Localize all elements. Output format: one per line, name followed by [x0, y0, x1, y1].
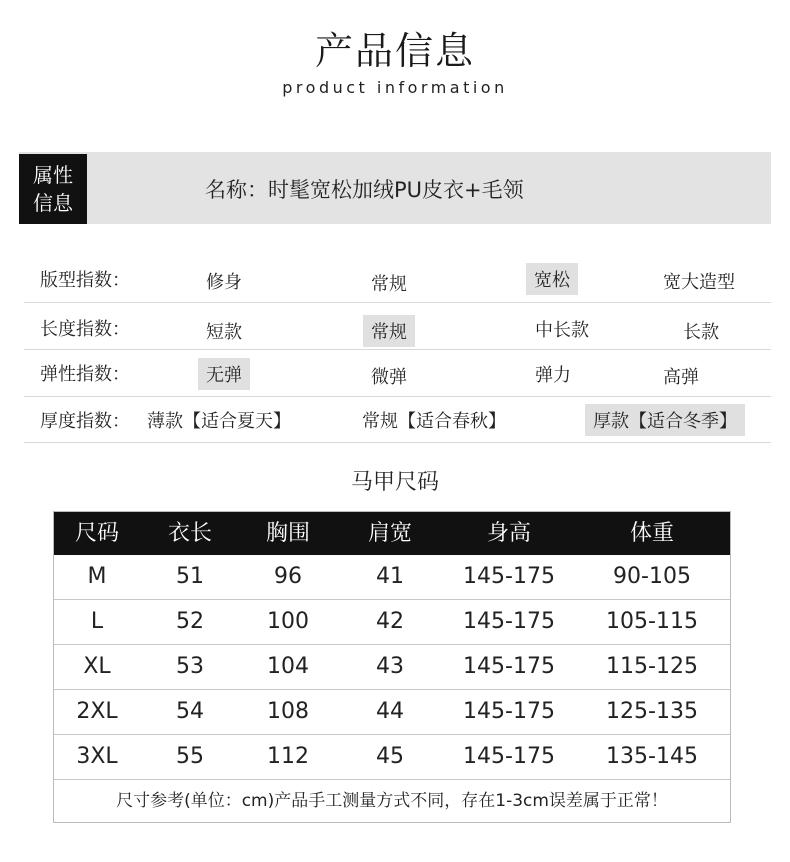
cell-length: 52 — [176, 609, 204, 634]
index-option: 中长款 — [535, 320, 589, 341]
cell-length: 53 — [176, 654, 204, 679]
cell-weight: 90-105 — [613, 564, 691, 589]
index-option-selected: 厚款【适合冬季】 — [585, 404, 745, 436]
index-option: 微弹 — [371, 367, 407, 388]
cell-shoulder: 43 — [376, 654, 404, 679]
cell-chest: 112 — [267, 744, 309, 769]
header-height: 身高 — [486, 521, 531, 546]
cell-shoulder: 42 — [376, 609, 404, 634]
cell-height: 145-175 — [463, 654, 555, 679]
header-weight: 体重 — [629, 521, 674, 546]
header-shoulder: 肩宽 — [367, 521, 412, 546]
cell-size: XL — [83, 654, 111, 679]
cell-height: 145-175 — [463, 699, 555, 724]
cell-height: 145-175 — [463, 564, 555, 589]
index-option: 弹力 — [535, 365, 571, 386]
index-label: 厚度指数： — [40, 411, 130, 432]
length-index-row — [24, 303, 771, 350]
attribute-badge — [19, 154, 87, 224]
table-row — [54, 555, 730, 600]
cell-weight: 135-145 — [606, 744, 698, 769]
cell-size: 3XL — [76, 744, 118, 769]
table-row — [54, 600, 730, 645]
index-option: 修身 — [206, 272, 242, 293]
cell-length: 54 — [176, 699, 204, 724]
cell-weight: 125-135 — [606, 699, 698, 724]
table-row — [54, 645, 730, 690]
header-chest: 胸围 — [265, 521, 310, 546]
header-size: 尺码 — [74, 521, 119, 546]
cell-shoulder: 44 — [376, 699, 404, 724]
index-option: 短款 — [206, 322, 242, 343]
index-option: 宽大造型 — [663, 272, 735, 293]
cell-chest: 96 — [274, 564, 302, 589]
index-option: 高弹 — [663, 367, 699, 388]
index-option: 常规 — [371, 274, 407, 295]
cell-height: 145-175 — [463, 609, 555, 634]
index-option: 常规【适合春秋】 — [362, 411, 506, 432]
index-option: 薄款【适合夏天】 — [147, 411, 291, 432]
index-option-selected: 常规 — [363, 315, 415, 347]
page-subtitle: product information — [282, 78, 508, 97]
elasticity-index-row — [24, 350, 771, 397]
cell-chest: 104 — [267, 654, 309, 679]
badge-line-1: 属性 — [33, 163, 73, 187]
index-label: 弹性指数： — [40, 364, 130, 385]
cell-length: 51 — [176, 564, 204, 589]
cell-height: 145-175 — [463, 744, 555, 769]
table-header — [54, 512, 730, 555]
product-name: 名称：时髦宽松加绒PU皮衣+毛领 — [205, 178, 524, 202]
size-section-title: 马甲尺码 — [350, 470, 439, 495]
fit-index-row — [24, 256, 771, 303]
cell-size: L — [90, 609, 104, 634]
cell-size: M — [87, 564, 107, 589]
cell-size: 2XL — [76, 699, 118, 724]
cell-shoulder: 41 — [376, 564, 404, 589]
table-row — [54, 735, 730, 780]
page-title: 产品信息 — [314, 29, 475, 73]
size-note: 尺寸参考(单位：cm)产品手工测量方式不同，存在1-3cm误差属于正常！ — [116, 791, 668, 811]
badge-line-2: 信息 — [33, 191, 73, 215]
index-option-selected: 宽松 — [526, 263, 578, 295]
index-label: 版型指数： — [40, 270, 130, 291]
header-length: 衣长 — [167, 521, 212, 546]
cell-length: 55 — [176, 744, 204, 769]
thickness-index-row — [24, 396, 771, 443]
cell-weight: 115-125 — [606, 654, 698, 679]
index-option: 长款 — [683, 322, 719, 343]
index-option-selected: 无弹 — [198, 358, 250, 390]
size-table — [53, 511, 731, 823]
cell-weight: 105-115 — [606, 609, 698, 634]
cell-chest: 100 — [267, 609, 309, 634]
cell-chest: 108 — [267, 699, 309, 724]
table-row — [54, 690, 730, 735]
index-label: 长度指数： — [40, 319, 130, 340]
cell-shoulder: 45 — [376, 744, 404, 769]
